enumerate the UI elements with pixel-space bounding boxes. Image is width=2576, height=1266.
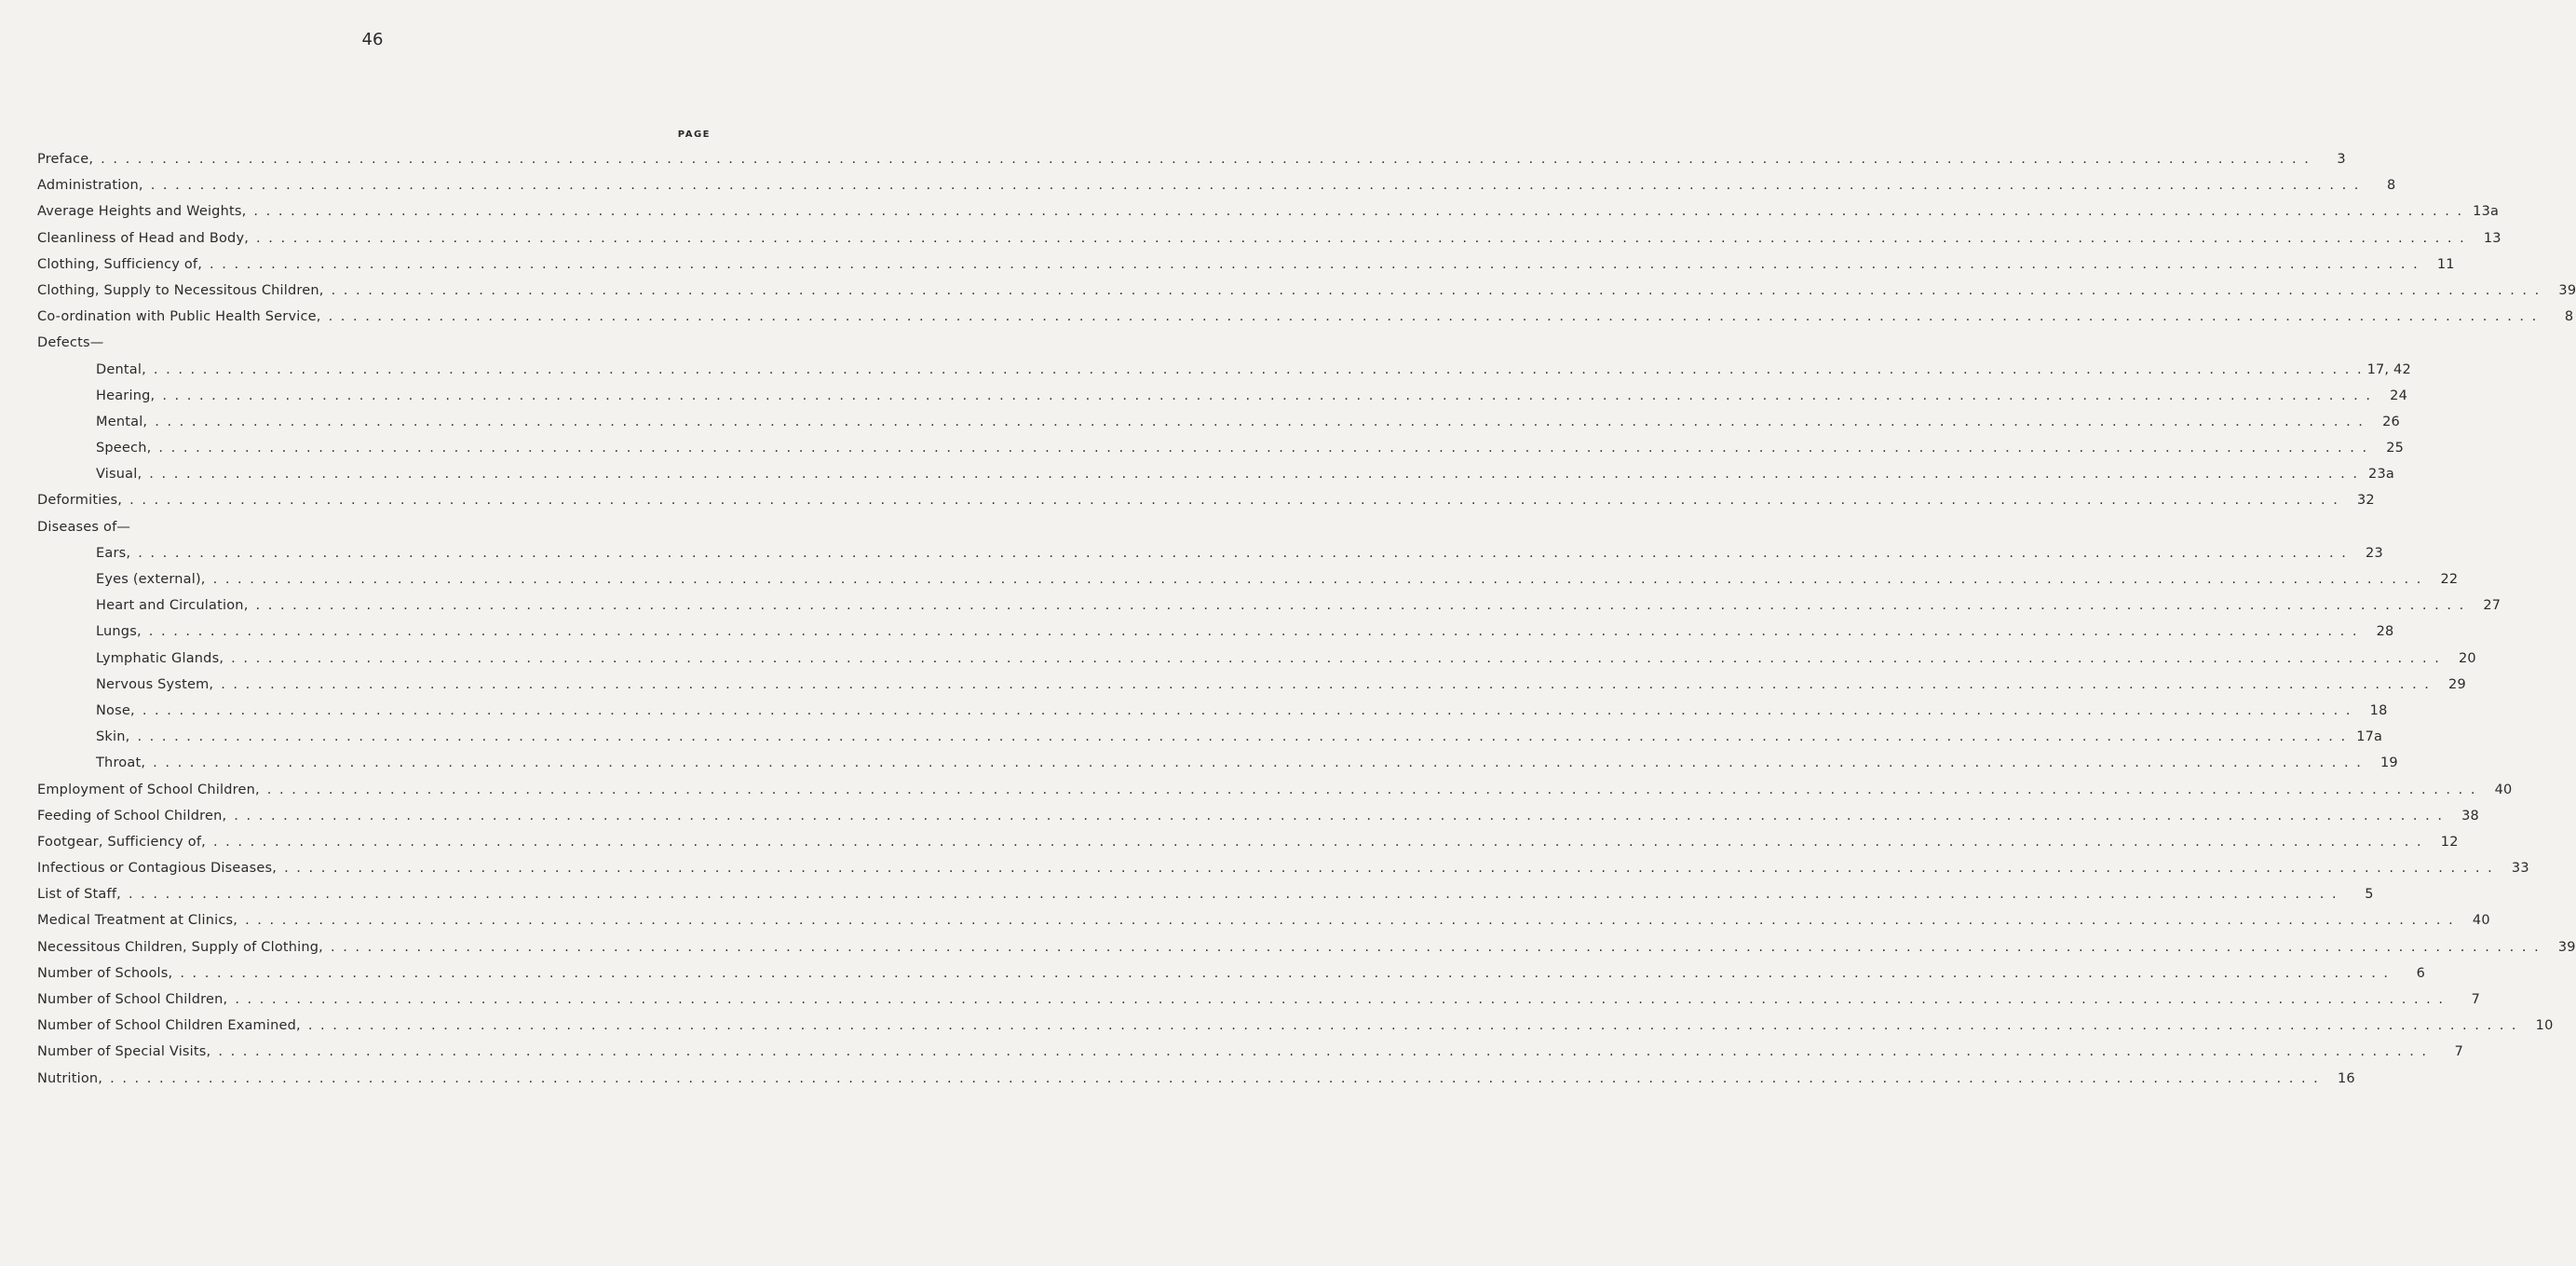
dot-leader: . . . . . . . . . . . . . . . . . . . . . . . . . . . . . . . . . . . . . . . . . . . . . . . . . . . . . . . . . . . . . . . . . . . . . . . . . . . . . . . . . . . . . . . . . . . . . . . . . . . . . . . . . . . . . . . . . . . . . . . . . . . . . . . . . . . . . . . . . . . . . . . . . . . . . . . . . . . . . . . . . . . . . . . . . . . . . . . . . . . . xyxy=(210,256,2420,272)
entry-page: 6 xyxy=(2416,965,2426,981)
entry-page: 38 xyxy=(2461,808,2479,824)
dot-leader: . . . . . . . . . . . . . . . . . . . . . . . . . . . . . . . . . . . . . . . . . . . . . . . . . . . . . . . . . . . . . . . . . . . . . . . . . . . . . . . . . . . . . . . . . . . . . . . . . . . . . . . . . . . . . . . . . . . . . . . . . . . . . . . . . . . . . . . . . . . . . . . . . . . . . . . . . . . . . . . . . . . . . . . . . . . . . . . . . . . . xyxy=(235,992,2446,1007)
entry-page: 19 xyxy=(2379,756,2398,771)
entry-label: Medical Treatment at Clinics, xyxy=(37,913,238,929)
dot-leader: . . . . . . . . . . . . . . . . . . . . . . . . . . . . . . . . . . . . . . . . . . . . . . . . . . . . . . . . . . . . . . . . . . . . . . . . . . . . . . . . . . . . . . . . . . . . . . . . . . . . . . . . . . . . . . . . . . . . . . . . . . . . . . . . . . . . . . . . . . . . . . . . . . . . . . . . . . . . . . . . . . . . . . . . . . . . . . . . . . . . xyxy=(256,230,2466,246)
index-entry xyxy=(37,230,2501,257)
dot-leader: . . . . . . . . . . . . . . . . . . . . . . . . . . . . . . . . . . . . . . . . . . . . . . . . . . . . . . . . . . . . . . . . . . . . . . . . . . . . . . . . . . . . . . . . . . . . . . . . . . . . . . . . . . . . . . . . . . . . . . . . . . . . . . . . . . . . . . . . . . . . . . . . . . . . . . . . . . . . . . . . . . . . . . . . . . . . . . . . . . . . xyxy=(328,309,2539,325)
dot-leader: . . . . . . . . . . . . . . . . . . . . . . . . . . . . . . . . . . . . . . . . . . . . . . . . . . . . . . . . . . . . . . . . . . . . . . . . . . . . . . . . . . . . . . . . . . . . . . . . . . . . . . . . . . . . . . . . . . . . . . . . . . . . . . . . . . . . . . . . . . . . . . . . . . . . . . . . . . . . . . . . . . . . . . . . . . . . . . . . . . . . xyxy=(128,887,2339,903)
entry-label: Footgear, Sufficiency of, xyxy=(37,834,206,850)
index-list xyxy=(37,152,2576,1097)
entry-page: 13 xyxy=(2483,230,2501,246)
entry-label: Hearing, xyxy=(96,388,156,403)
index-entry xyxy=(37,676,2466,703)
dot-leader: . . . . . . . . . . . . . . . . . . . . . . . . . . . . . . . . . . . . . . . . . . . . . . . . . . . . . . . . . . . . . . . . . . . . . . . . . . . . . . . . . . . . . . . . . . . . . . . . . . . . . . . . . . . . . . . . . . . . . . . . . . . . . . . . . . . . . . . . . . . . . . . . . . . . . . . . . . . . . . . . . . . . . . . . . . . . . . . . . . . . xyxy=(234,808,2444,824)
index-entry xyxy=(37,756,2398,782)
index-entry xyxy=(37,598,2501,624)
entry-label: Diseases of— xyxy=(37,519,131,535)
entry-page: 10 xyxy=(2535,1018,2554,1034)
index-entry xyxy=(37,361,2411,388)
entry-label: Lungs, xyxy=(96,624,142,640)
dot-leader: . . . . . . . . . . . . . . . . . . . . . . . . . . . . . . . . . . . . . . . . . . . . . . . . . . . . . . . . . . . . . . . . . . . . . . . . . . . . . . . . . . . . . . . . . . . . . . . . . . . . . . . . . . . . . . . . . . . . . . . . . . . . . . . . . . . . . . . . . . . . . . . . . . . . . . . . . . . . . . . . . . . . . . . . . . . . . . . . . . . . xyxy=(284,861,2494,877)
index-entry xyxy=(37,545,2383,572)
entry-label: Preface, xyxy=(37,152,94,167)
entry-label: Heart and Circulation, xyxy=(96,598,249,614)
dot-leader: . . . . . . . . . . . . . . . . . . . . . . . . . . . . . . . . . . . . . . . . . . . . . . . . . . . . . . . . . . . . . . . . . . . . . . . . . . . . . . . . . . . . . . . . . . . . . . . . . . . . . . . . . . . . . . . . . . . . . . . . . . . . . . . . . . . . . . . . . . . . . . . . . . . . . . . . . . . . . . . . . . . . . . . . . . . . . . . . . . . . xyxy=(221,676,2431,692)
entry-page: 40 xyxy=(2472,913,2490,929)
entry-page: 5 xyxy=(2365,887,2374,903)
entry-label: Co-ordination with Public Health Service, xyxy=(37,309,321,325)
entry-label: Skin, xyxy=(96,729,130,745)
entry-page: 40 xyxy=(2494,782,2513,797)
entry-label: Clothing, Sufficiency of, xyxy=(37,256,203,272)
dot-leader: . . . . . . . . . . . . . . . . . . . . . . . . . . . . . . . . . . . . . . . . . . . . . . . . . . . . . . . . . . . . . . . . . . . . . . . . . . . . . . . . . . . . . . . . . . . . . . . . . . . . . . . . . . . . . . . . . . . . . . . . . . . . . . . . . . . . . . . . . . . . . . . . . . . . . . . . . . . . . . . . . . . . . . . . . . . . . . . . . . . . xyxy=(253,204,2464,220)
index-entry xyxy=(37,572,2459,598)
entry-label: Infectious or Contagious Diseases, xyxy=(37,861,278,877)
index-entry xyxy=(37,624,2394,650)
entry-label: Number of School Children, xyxy=(37,992,228,1007)
index-entry xyxy=(37,493,2375,519)
entry-label: Deformities, xyxy=(37,493,123,509)
dot-leader: . . . . . . . . . . . . . . . . . . . . . . . . . . . . . . . . . . . . . . . . . . . . . . . . . . . . . . . . . . . . . . . . . . . . . . . . . . . . . . . . . . . . . . . . . . . . . . . . . . . . . . . . . . . . . . . . . . . . . . . . . . . . . . . . . . . . . . . . . . . . . . . . . . . . . . . . . . . . . . . . . . . . . . . . . . . . . . . . . . . . xyxy=(150,178,2361,194)
dot-leader: . . . . . . . . . . . . . . . . . . . . . . . . . . . . . . . . . . . . . . . . . . . . . . . . . . . . . . . . . . . . . . . . . . . . . . . . . . . . . . . . . . . . . . . . . . . . . . . . . . . . . . . . . . . . . . . . . . . . . . . . . . . . . . . . . . . . . . . . . . . . . . . . . . . . . . . . . . . . . . . . . . . . . . . . . . . . . . . . . . . . xyxy=(245,913,2455,929)
index-entry xyxy=(37,309,2574,335)
entry-page: 8 xyxy=(2386,178,2396,194)
entry-page: 29 xyxy=(2448,676,2466,692)
dot-leader: . . . . . . . . . . . . . . . . . . . . . . . . . . . . . . . . . . . . . . . . . . . . . . . . . . . . . . . . . . . . . . . . . . . . . . . . . . . . . . . . . . . . . . . . . . . . . . . . . . . . . . . . . . . . . . . . . . . . . . . . . . . . . . . . . . . . . . . . . . . . . . . . . . . . . . . . . . . . . . . . . . . . . . . . . . . . . . . . . . . . xyxy=(101,152,2311,167)
entry-label: Nervous System, xyxy=(96,676,214,692)
entry-page: 28 xyxy=(2376,624,2394,640)
entry-page: 24 xyxy=(2390,388,2407,403)
entry-label: Speech, xyxy=(96,441,152,456)
dot-leader: . . . . . . . . . . . . . . . . . . . . . . . . . . . . . . . . . . . . . . . . . . . . . . . . . . . . . . . . . . . . . . . . . . . . . . . . . . . . . . . . . . . . . . . . . . . . . . . . . . . . . . . . . . . . . . . . . . . . . . . . . . . . . . . . . . . . . . . . . . . . . . . . . . . . . . . . . . . . . . . . . . . . . . . . . . . . . . . . . . . . xyxy=(162,388,2372,403)
index-entry xyxy=(37,939,2576,966)
entry-label: Necessitous Children, Supply of Clothing, xyxy=(37,939,323,955)
entry-page: 25 xyxy=(2386,441,2405,456)
entry-page: 27 xyxy=(2483,598,2501,614)
index-entry xyxy=(37,388,2407,415)
index-entry xyxy=(37,861,2529,887)
entry-page: 16 xyxy=(2337,1070,2355,1086)
entry-label: Throat, xyxy=(96,756,146,771)
index-entry xyxy=(37,729,2383,756)
entry-label: Average Heights and Weights, xyxy=(37,204,247,220)
index-entry xyxy=(37,1018,2554,1044)
entry-label: Lymphatic Glands, xyxy=(96,650,224,666)
entry-label: Number of Schools, xyxy=(37,965,173,981)
dot-leader: . . . . . . . . . . . . . . . . . . . . . . . . . . . . . . . . . . . . . . . . . . . . . . . . . . . . . . . . . . . . . . . . . . . . . . . . . . . . . . . . . . . . . . . . . . . . . . . . . . . . . . . . . . . . . . . . . . . . . . . . . . . . . . . . . . . . . . . . . . . . . . . . . . . . . . . . . . . . . . . . . . . . . . . . . . . . . . . . . . . . xyxy=(142,702,2352,718)
dot-leader: . . . . . . . . . . . . . . . . . . . . . . . . . . . . . . . . . . . . . . . . . . . . . . . . . . . . . . . . . . . . . . . . . . . . . . . . . . . . . . . . . . . . . . . . . . . . . . . . . . . . . . . . . . . . . . . . . . . . . . . . . . . . . . . . . . . . . . . . . . . . . . . . . . . . . . . . . . . . . . . . . . . . . . . . . . . . . . . . . . . . xyxy=(155,414,2365,429)
index-entry xyxy=(37,887,2374,913)
index-entry xyxy=(37,965,2426,992)
index-entry xyxy=(37,834,2459,861)
entry-page: 3 xyxy=(2337,152,2346,167)
entry-page: 22 xyxy=(2440,572,2459,587)
entry-label: Cleanliness of Head and Body, xyxy=(37,230,250,246)
dot-leader: . . . . . . . . . . . . . . . . . . . . . . . . . . . . . . . . . . . . . . . . . . . . . . . . . . . . . . . . . . . . . . . . . . . . . . . . . . . . . . . . . . . . . . . . . . . . . . . . . . . . . . . . . . . . . . . . . . . . . . . . . . . . . . . . . . . . . . . . . . . . . . . . . . . . . . . . . . . . . . . . . . . . . . . . . . . . . . . . . . . . xyxy=(148,624,2359,640)
index-entry xyxy=(37,992,2481,1018)
entry-label: Number of School Children Examined, xyxy=(37,1018,301,1034)
entry-page: 7 xyxy=(2454,1044,2464,1060)
entry-label: Visual, xyxy=(96,467,142,483)
index-section-heading xyxy=(37,520,712,546)
dot-leader: . . . . . . . . . . . . . . . . . . . . . . . . . . . . . . . . . . . . . . . . . . . . . . . . . . . . . . . . . . . . . . . . . . . . . . . . . . . . . . . . . . . . . . . . . . . . . . . . . . . . . . . . . . . . . . . . . . . . . . . . . . . . . . . . . . . . . . . . . . . . . . . . . . . . . . . . . . . . . . . . . . . . . . . . . . . . . . . . . . . . xyxy=(255,598,2466,614)
entry-label: Feeding of School Children, xyxy=(37,808,227,824)
entry-page: 18 xyxy=(2369,702,2388,718)
entry-label: Eyes (external), xyxy=(96,572,206,587)
dot-leader: . . . . . . . . . . . . . . . . . . . . . . . . . . . . . . . . . . . . . . . . . . . . . . . . . . . . . . . . . . . . . . . . . . . . . . . . . . . . . . . . . . . . . . . . . . . . . . . . . . . . . . . . . . . . . . . . . . . . . . . . . . . . . . . . . . . . . . . . . . . . . . . . . . . . . . . . . . . . . . . . . . . . . . . . . . . . . . . . . . . . xyxy=(266,782,2477,797)
entry-page: 12 xyxy=(2440,834,2459,850)
entry-page: 17, 42 xyxy=(2366,361,2411,377)
entry-label: Nutrition, xyxy=(37,1070,103,1086)
index-entry xyxy=(37,702,2388,729)
index-entry xyxy=(37,808,2479,835)
index-entry xyxy=(37,152,2346,178)
entry-label: Dental, xyxy=(96,361,146,377)
entry-label: Mental, xyxy=(96,414,148,429)
dot-leader: . . . . . . . . . . . . . . . . . . . . . . . . . . . . . . . . . . . . . . . . . . . . . . . . . . . . . . . . . . . . . . . . . . . . . . . . . . . . . . . . . . . . . . . . . . . . . . . . . . . . . . . . . . . . . . . . . . . . . . . . . . . . . . . . . . . . . . . . . . . . . . . . . . . . . . . . . . . . . . . . . . . . . . . . . . . . . . . . . . . . xyxy=(218,1044,2429,1060)
index-entry xyxy=(37,782,2513,809)
entry-page: 26 xyxy=(2382,414,2400,429)
entry-page: 13a xyxy=(2473,204,2500,220)
dot-leader: . . . . . . . . . . . . . . . . . . . . . . . . . . . . . . . . . . . . . . . . . . . . . . . . . . . . . . . . . . . . . . . . . . . . . . . . . . . . . . . . . . . . . . . . . . . . . . . . . . . . . . . . . . . . . . . . . . . . . . . . . . . . . . . . . . . . . . . . . . . . . . . . . . . . . . . . . . . . . . . . . . . . . . . . . . . . . . . . . . . . xyxy=(110,1070,2320,1086)
entry-page: 23 xyxy=(2366,545,2383,561)
entry-page: 39 xyxy=(2557,939,2576,955)
index-entry xyxy=(37,414,2400,441)
entry-page: 7 xyxy=(2471,992,2481,1007)
entry-page: 20 xyxy=(2458,650,2476,666)
dot-leader: . . . . . . . . . . . . . . . . . . . . . . . . . . . . . . . . . . . . . . . . . . . . . . . . . . . . . . . . . . . . . . . . . . . . . . . . . . . . . . . . . . . . . . . . . . . . . . . . . . . . . . . . . . . . . . . . . . . . . . . . . . . . . . . . . . . . . . . . . . . . . . . . . . . . . . . . . . . . . . . . . . . . . . . . . . . . . . . . . . . . xyxy=(331,939,2541,955)
entry-label: Employment of School Children, xyxy=(37,782,260,797)
dot-leader: . . . . . . . . . . . . . . . . . . . . . . . . . . . . . . . . . . . . . . . . . . . . . . . . . . . . . . . . . . . . . . . . . . . . . . . . . . . . . . . . . . . . . . . . . . . . . . . . . . . . . . . . . . . . . . . . . . . . . . . . . . . . . . . . . . . . . . . . . . . . . . . . . . . . . . . . . . . . . . . . . . . . . . . . . . . . . . . . . . . . xyxy=(180,965,2391,981)
dot-leader: . . . . . . . . . . . . . . . . . . . . . . . . . . . . . . . . . . . . . . . . . . . . . . . . . . . . . . . . . . . . . . . . . . . . . . . . . . . . . . . . . . . . . . . . . . . . . . . . . . . . . . . . . . . . . . . . . . . . . . . . . . . . . . . . . . . . . . . . . . . . . . . . . . . . . . . . . . . . . . . . . . . . . . . . . . . . . . . . . . . . xyxy=(137,729,2348,745)
entry-label: Nose, xyxy=(96,702,135,718)
entry-label: Ears, xyxy=(96,545,131,561)
index-entry xyxy=(37,178,2396,204)
index-entry xyxy=(37,441,2405,467)
dot-leader: . . . . . . . . . . . . . . . . . . . . . . . . . . . . . . . . . . . . . . . . . . . . . . . . . . . . . . . . . . . . . . . . . . . . . . . . . . . . . . . . . . . . . . . . . . . . . . . . . . . . . . . . . . . . . . . . . . . . . . . . . . . . . . . . . . . . . . . . . . . . . . . . . . . . . . . . . . . . . . . . . . . . . . . . . . . . . . . . . . . . xyxy=(212,572,2423,587)
dot-leader: . . . . . . . . . . . . . . . . . . . . . . . . . . . . . . . . . . . . . . . . . . . . . . . . . . . . . . . . . . . . . . . . . . . . . . . . . . . . . . . . . . . . . . . . . . . . . . . . . . . . . . . . . . . . . . . . . . . . . . . . . . . . . . . . . . . . . . . . . . . . . . . . . . . . . . . . . . . . . . . . . . . . . . . . . . . . . . . . . . . . xyxy=(231,650,2441,666)
dot-leader: . . . . . . . . . . . . . . . . . . . . . . . . . . . . . . . . . . . . . . . . . . . . . . . . . . . . . . . . . . . . . . . . . . . . . . . . . . . . . . . . . . . . . . . . . . . . . . . . . . . . . . . . . . . . . . . . . . . . . . . . . . . . . . . . . . . . . . . . . . . . . . . . . . . . . . . . . . . . . . . . . . . . . . . . . . . . . . . . . . . . xyxy=(138,545,2348,561)
index-entry xyxy=(37,1070,2355,1097)
index-entry xyxy=(37,913,2490,939)
index-entry xyxy=(37,256,2455,283)
entry-label: List of Staff, xyxy=(37,887,121,903)
page-column-header: PAGE xyxy=(677,129,711,140)
dot-leader: . . . . . . . . . . . . . . . . . . . . . . . . . . . . . . . . . . . . . . . . . . . . . . . . . . . . . . . . . . . . . . . . . . . . . . . . . . . . . . . . . . . . . . . . . . . . . . . . . . . . . . . . . . . . . . . . . . . . . . . . . . . . . . . . . . . . . . . . . . . . . . . . . . . . . . . . . . . . . . . . . . . . . . . . . . . . . . . . . . . . xyxy=(158,441,2369,456)
entry-label: Administration, xyxy=(37,178,143,194)
dot-leader: . . . . . . . . . . . . . . . . . . . . . . . . . . . . . . . . . . . . . . . . . . . . . . . . . . . . . . . . . . . . . . . . . . . . . . . . . . . . . . . . . . . . . . . . . . . . . . . . . . . . . . . . . . . . . . . . . . . . . . . . . . . . . . . . . . . . . . . . . . . . . . . . . . . . . . . . . . . . . . . . . . . . . . . . . . . . . . . . . . . . xyxy=(331,282,2542,298)
entry-page: 11 xyxy=(2436,256,2455,272)
index-entry xyxy=(37,1044,2464,1070)
entry-page: 32 xyxy=(2356,493,2375,509)
index-entry xyxy=(37,204,2500,230)
entry-page: 8 xyxy=(2564,309,2574,325)
entry-page: 33 xyxy=(2511,861,2529,877)
index-entry xyxy=(37,282,2576,309)
dot-leader: . . . . . . . . . . . . . . . . . . . . . . . . . . . . . . . . . . . . . . . . . . . . . . . . . . . . . . . . . . . . . . . . . . . . . . . . . . . . . . . . . . . . . . . . . . . . . . . . . . . . . . . . . . . . . . . . . . . . . . . . . . . . . . . . . . . . . . . . . . . . . . . . . . . . . . . . . . . . . . . . . . . . . . . . . . . . . . . . . . . . xyxy=(153,756,2363,771)
dot-leader: . . . . . . . . . . . . . . . . . . . . . . . . . . . . . . . . . . . . . . . . . . . . . . . . . . . . . . . . . . . . . . . . . . . . . . . . . . . . . . . . . . . . . . . . . . . . . . . . . . . . . . . . . . . . . . . . . . . . . . . . . . . . . . . . . . . . . . . . . . . . . . . . . . . . . . . . . . . . . . . . . . . . . . . . . . . . . . . . . . . . xyxy=(212,834,2423,850)
index-section-heading xyxy=(37,335,712,361)
entry-page: 39 xyxy=(2558,282,2576,298)
dot-leader: . . . . . . . . . . . . . . . . . . . . . . . . . . . . . . . . . . . . . . . . . . . . . . . . . . . . . . . . . . . . . . . . . . . . . . . . . . . . . . . . . . . . . . . . . . . . . . . . . . . . . . . . . . . . . . . . . . . . . . . . . . . . . . . . . . . . . . . . . . . . . . . . . . . . . . . . . . . . . . . . . . . . . . . . . . . . . . . . . . . . xyxy=(153,361,2364,377)
dot-leader: . . . . . . . . . . . . . . . . . . . . . . . . . . . . . . . . . . . . . . . . . . . . . . . . . . . . . . . . . . . . . . . . . . . . . . . . . . . . . . . . . . . . . . . . . . . . . . . . . . . . . . . . . . . . . . . . . . . . . . . . . . . . . . . . . . . . . . . . . . . . . . . . . . . . . . . . . . . . . . . . . . . . . . . . . . . . . . . . . . . . xyxy=(149,467,2359,483)
index-entry xyxy=(37,650,2476,677)
entry-label: Defects— xyxy=(37,335,104,351)
entry-page: 17a xyxy=(2356,729,2383,745)
entry-label: Clothing, Supply to Necessitous Children, xyxy=(37,282,324,298)
entry-page: 23a xyxy=(2368,467,2394,483)
index-entry xyxy=(37,467,2394,493)
page-number: 46 xyxy=(361,30,384,49)
dot-leader: . . . . . . . . . . . . . . . . . . . . . . . . . . . . . . . . . . . . . . . . . . . . . . . . . . . . . . . . . . . . . . . . . . . . . . . . . . . . . . . . . . . . . . . . . . . . . . . . . . . . . . . . . . . . . . . . . . . . . . . . . . . . . . . . . . . . . . . . . . . . . . . . . . . . . . . . . . . . . . . . . . . . . . . . . . . . . . . . . . . . xyxy=(129,493,2339,509)
entry-label: Number of Special Visits, xyxy=(37,1044,211,1060)
dot-leader: . . . . . . . . . . . . . . . . . . . . . . . . . . . . . . . . . . . . . . . . . . . . . . . . . . . . . . . . . . . . . . . . . . . . . . . . . . . . . . . . . . . . . . . . . . . . . . . . . . . . . . . . . . . . . . . . . . . . . . . . . . . . . . . . . . . . . . . . . . . . . . . . . . . . . . . . . . . . . . . . . . . . . . . . . . . . . . . . . . . . xyxy=(307,1018,2518,1034)
